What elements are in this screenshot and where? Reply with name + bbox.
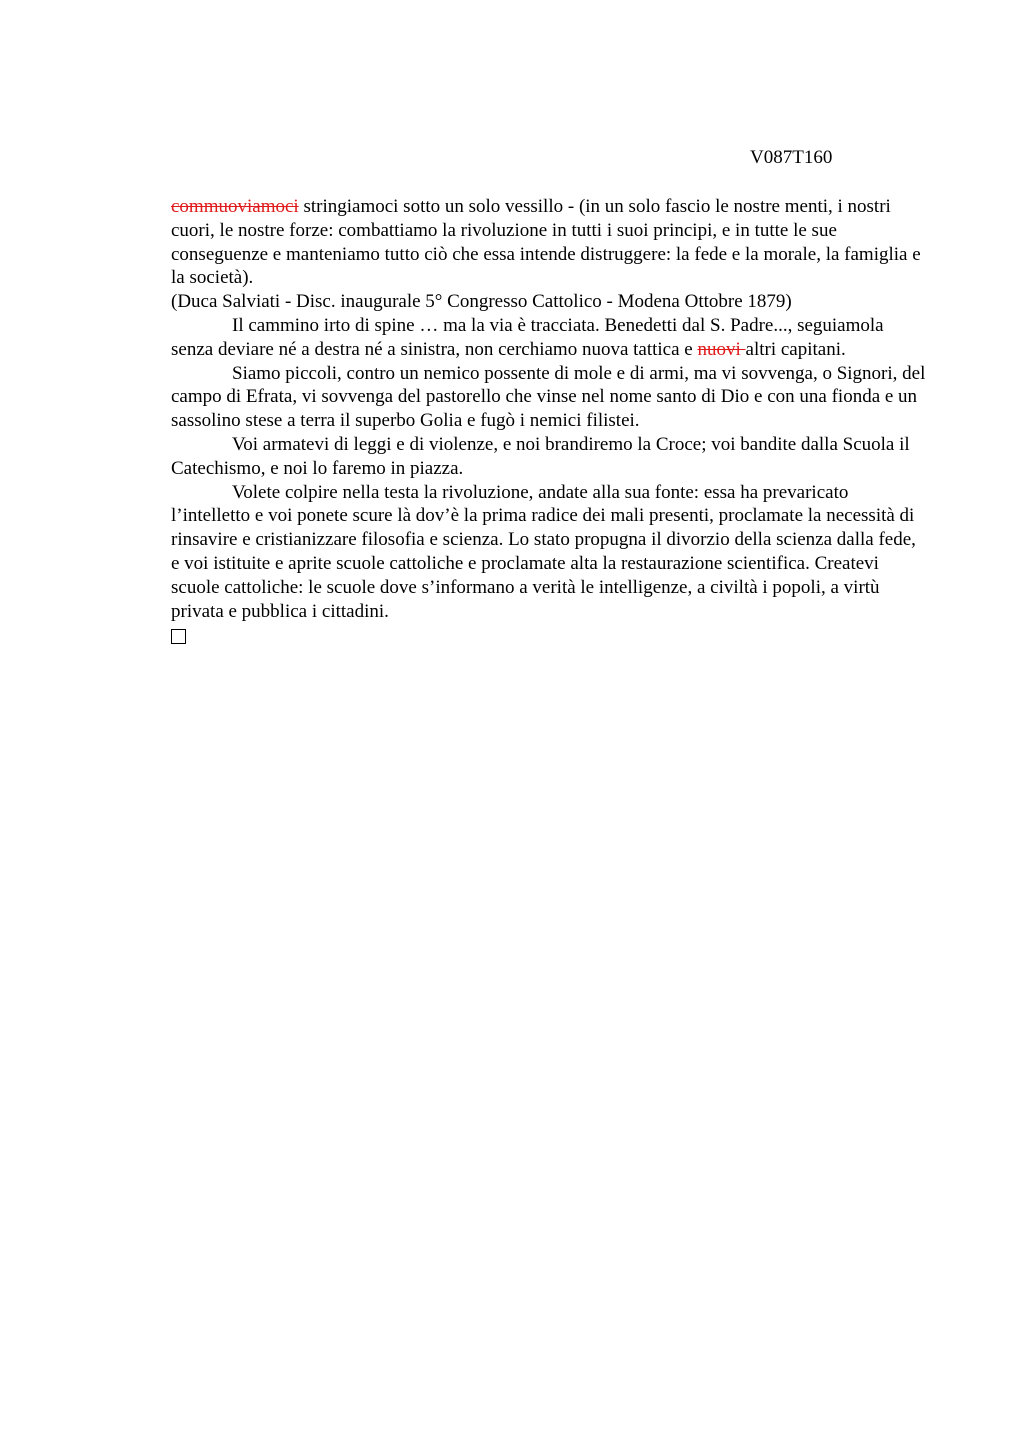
paragraph-2 [171, 314, 927, 362]
paragraph-4: Voi armatevi di leggi e di violenze, e noi brandiremo la Croce; voi bandite dalla Scuola il Catechismo, e noi lo faremo in piazza. [171, 433, 910, 479]
paragraph-1 [171, 195, 927, 290]
document-body [171, 195, 927, 644]
end-square-icon [171, 629, 186, 644]
deleted-word: nuovi [697, 338, 746, 360]
page-code: V087T160 [750, 147, 833, 168]
paragraph-5: Volete colpire nella testa la rivoluzione, andate alla sua fonte: essa ha prevaricato l’intelletto e voi ponete scure là dov’è la prima radice dei mali presenti, proclamate la necessità di rinsavire e cristianizzare filosofia e scienza. Lo stato propugna il divorzio della scienza dalla fede, e voi istituite e aprite scuole cattoliche e proclamate alta la restaurazione scientifica. Createvi scuole cattoliche: le scuole dove s’informano a verità le intelligenze, a civiltà i popoli, a virtù privata e pubblica i cittadini. [171, 481, 916, 622]
deleted-word: commuoviamoci [171, 196, 299, 217]
paragraph-3: Siamo piccoli, contro un nemico possente di mole e di armi, ma vi sovvenga, o Signori, del campo di Efrata, vi sovvenga del pastorello che vinse nel nome santo di Dio e con una fionda e un sassolino stese a terra il superbo Golia e fugò i nemici filistei. [171, 362, 926, 432]
citation: (Duca Salviati - Disc. inaugurale 5° Congresso Cattolico - Modena Ottobre 1879) [171, 291, 792, 313]
paragraph-text: altri capitani. [745, 338, 846, 360]
paragraph-text: stringiamoci sotto un solo vessillo - (in un solo fascio le nostre menti, i nostri cuori, le nostre forze: combattiamo la rivoluzione in tutti i suoi principi, e in tutte le sue conseguenze e manteniamo tutto ciò che essa intende distruggere: la fede e la morale, la famiglia e la società). [171, 196, 921, 289]
paragraph-text: Il cammino irto di spine … ma la via è tracciata. Benedetti dal S. Padre..., seguiamola senza deviare né a destra né a sinistra, non cerchiamo nuova tattica e [171, 314, 884, 360]
